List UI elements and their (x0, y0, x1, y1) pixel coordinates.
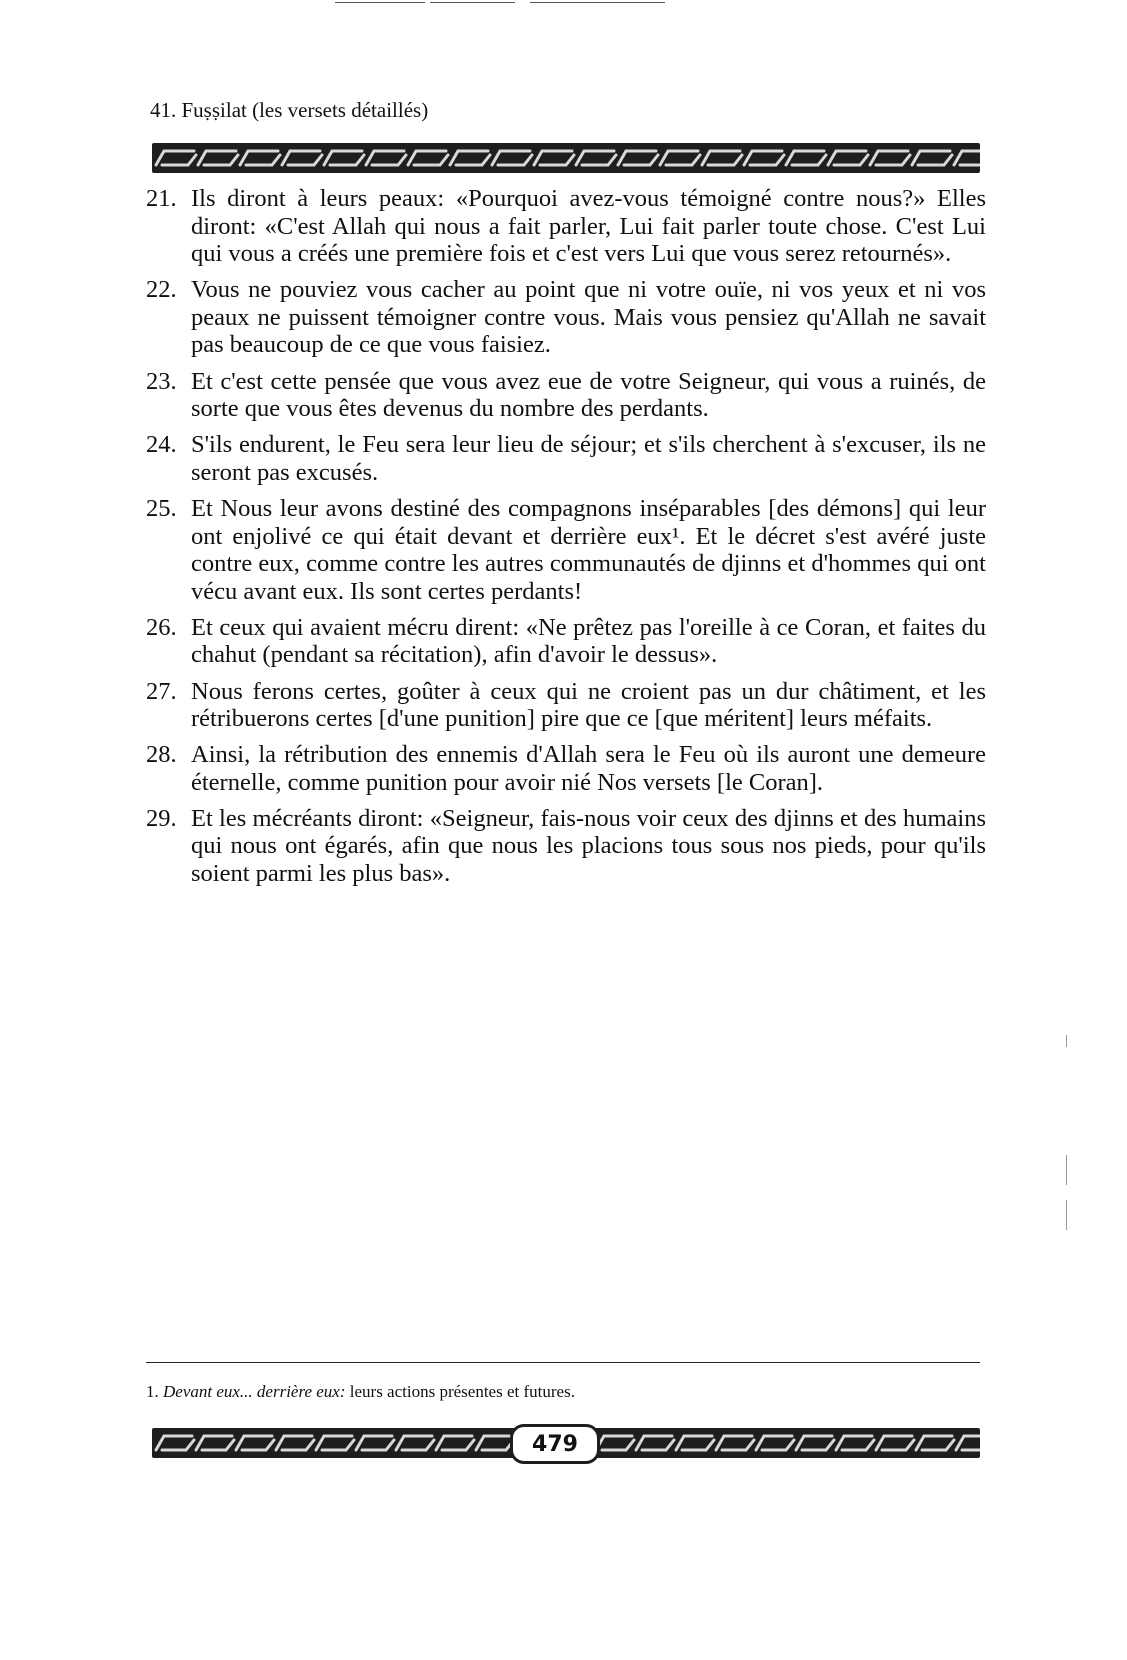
chain-link (618, 151, 658, 165)
verse-number: 25. (146, 494, 177, 522)
chain-link (156, 1436, 194, 1450)
chain-link (450, 151, 490, 165)
footnote-rule (146, 1362, 980, 1363)
chain-link (236, 1436, 274, 1450)
verse-text: Et c'est cette pensée que vous avez eue de votre Seigneur, qui vous a ruinés, de sorte que vous êtes devenus du nombre des perdants. (191, 367, 986, 423)
margin-mark (1066, 1155, 1067, 1185)
top-rule-mid (430, 2, 515, 3)
verse-24 (146, 431, 986, 486)
chain-link (396, 1436, 434, 1450)
verse-text: Ils diront à leurs peaux: «Pourquoi avez-vous témoigné contre nous?» Elles diront: «C'est Allah qui nous a fait parler, Lui fait parler toute chose. C'est Lui qui vous a créés une première fois et c'est vers Lui que vous serez retournés». (191, 185, 986, 268)
chain-link (702, 151, 742, 165)
chain-link (836, 1436, 874, 1450)
top-rule-right (530, 2, 665, 3)
verse-26 (146, 614, 986, 669)
chain-link (492, 151, 532, 165)
chain-link (676, 1436, 714, 1450)
verse-text: Et les mécréants diront: «Seigneur, fais-nous voir ceux des djinns et des humains qui nous ont égarés, afin que nous les placions tous sous nos pieds, pour qu'ils soient parmi les plus bas». (191, 804, 986, 888)
chain-link (156, 151, 196, 165)
verse-25 (146, 495, 986, 605)
verse-number: 23. (146, 367, 177, 395)
chain-link (796, 1436, 834, 1450)
chain-link (316, 1436, 354, 1450)
verse-text: S'ils endurent, le Feu sera leur lieu de séjour; et s'ils cherchent à s'excuser, ils ne seront pas excusés. (191, 431, 986, 486)
footnote-term: Devant eux... derrière eux: (163, 1382, 346, 1401)
chain-link (916, 1436, 954, 1450)
verse-number: 22. (146, 276, 177, 304)
footnote (146, 1382, 575, 1402)
chain-link (756, 1436, 794, 1450)
chain-link (436, 1436, 474, 1450)
chain-link (660, 151, 700, 165)
top-ornament-band (152, 143, 980, 173)
chain-link (366, 151, 406, 165)
chain-link (744, 151, 784, 165)
chain-link (596, 1436, 634, 1450)
chain-link (276, 1436, 314, 1450)
margin-mark (1066, 1035, 1067, 1047)
verse-28 (146, 741, 986, 796)
verse-number: 21. (146, 185, 177, 212)
chain-link (408, 151, 448, 165)
chain-link (240, 151, 280, 165)
margin-mark (1066, 1200, 1067, 1230)
verse-number: 28. (146, 741, 177, 769)
verse-number: 26. (146, 613, 177, 641)
chain-link (324, 151, 364, 165)
verse-text: Ainsi, la rétribution des ennemis d'Allah sera le Feu où ils auront une demeure éternelle, comme punition pour avoir nié Nos versets [le Coran]. (191, 741, 986, 796)
verse-number: 24. (146, 431, 177, 459)
chain-link (196, 1436, 234, 1450)
top-rule-left (335, 2, 425, 3)
verse-text: Et ceux qui avaient mécru dirent: «Ne prêtez pas l'oreille à ce Coran, et faites du chahut (pendant sa récitation), afin d'avoir le dessus». (191, 613, 986, 669)
chain-link (876, 1436, 914, 1450)
verse-29 (146, 805, 986, 888)
verse-number: 27. (146, 677, 177, 705)
verse-21 (146, 185, 986, 268)
chain-link (636, 1436, 674, 1450)
verse-list (146, 185, 986, 896)
verse-text: Nous ferons certes, goûter à ceux qui ne croient pas un dur châtiment, et les rétribuerons certes [d'une punition] pire que ce [que méritent] leurs méfaits. (191, 677, 986, 733)
verse-text: Et Nous leur avons destiné des compagnons inséparables [des démons] qui leur ont enjolivé ce qui était devant et derrière eux¹. Et le décret s'est avéré juste contre eux, comme contre les autres communautés de djinns et d'hommes qui ont vécu avant eux. Ils sont certes perdants! (191, 494, 986, 605)
chain-link (534, 151, 574, 165)
chain-link (786, 151, 826, 165)
chain-link (912, 151, 952, 165)
chain-link (828, 151, 868, 165)
chain-link (476, 1436, 514, 1450)
footnote-text: leurs actions présentes et futures. (349, 1382, 575, 1401)
verse-23 (146, 368, 986, 423)
verse-text: Vous ne pouviez vous cacher au point que ni votre ouïe, ni vos yeux et ni vos peaux ne puissent témoigner contre vous. Mais vous pensiez qu'Allah ne savait pas beaucoup de ce que vous faisiez. (191, 276, 986, 359)
chain-link (282, 151, 322, 165)
page-number: 479 (510, 1424, 600, 1464)
chain-link (356, 1436, 394, 1450)
chain-link (198, 151, 238, 165)
chain-link (576, 151, 616, 165)
chain-link (716, 1436, 754, 1450)
verse-number: 29. (146, 804, 177, 832)
verse-22 (146, 276, 986, 359)
chain-link (870, 151, 910, 165)
chain-link (956, 1436, 980, 1450)
footnote-number: 1. (146, 1382, 159, 1401)
page-header: 41. Fuṣṣilat (les versets détaillés) (150, 98, 429, 122)
verse-27 (146, 678, 986, 733)
chain-link (954, 151, 980, 165)
